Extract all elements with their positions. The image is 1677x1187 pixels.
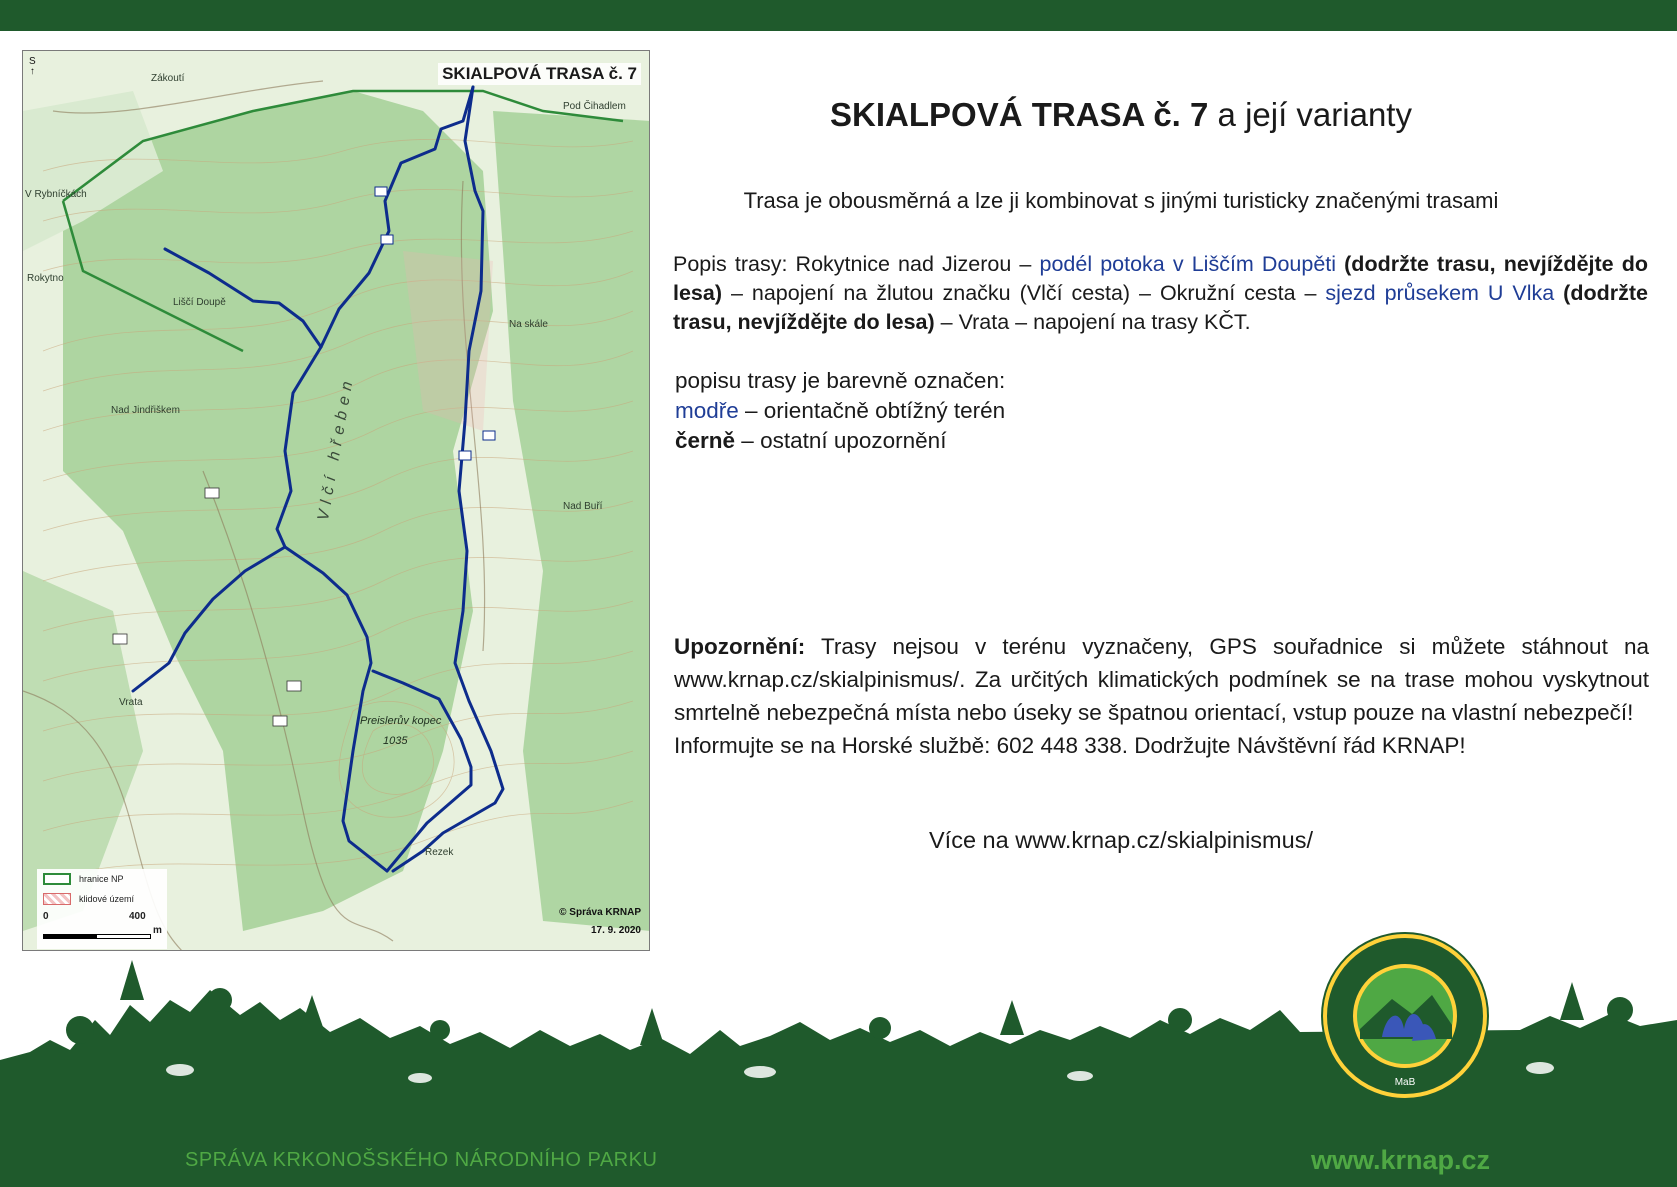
warning-contact: Informujte se na Horské službě: 602 448 338. Dodržujte Návštěvní řád KRNAP! [674,733,1466,758]
place-rezek: Řezek [425,847,454,858]
warning-text: Trasy nejsou v terénu vyznačeny, GPS souřadnice si můžete stáhnout na www.krnap.cz/skialpinismus/. Za určitých klimatických podmínek se na trase mohou vyskytnout smrtelně nebezpečná místa nebo úseky se špatnou orientací, vstup pouze na vlastní nebezpečí! [674,634,1649,725]
warning-block [674,630,1649,762]
scale-unit: m [153,925,162,936]
place-nad-buri: Nad Buří [563,501,603,512]
footer-organization: SPRÁVA KRKONOŠSKÉHO NÁRODNÍHO PARKU [185,1149,658,1171]
north-label: S [29,56,36,67]
footer-url[interactable]: www.krnap.cz [1311,1145,1491,1175]
place-preisleruv-kopec: Preislerův kopec [360,715,442,727]
desc-part-3: (dodržte trasu, nevjíždějte do lesa) [673,252,1648,305]
desc-part-2: podél potoka v Liščím Doupěti [1039,252,1337,276]
logo-sub-text: MaB [1394,1077,1416,1088]
place-pod-cihadlem: Pod Čihadlem [563,101,626,112]
place-nad-jindriskem: Nad Jindřiškem [111,405,180,416]
legend-blue-desc: – orientačně obtížný terén [738,398,1006,423]
map-credit: © Správa KRNAP [559,907,641,918]
place-lisci-doupe: Liščí Doupě [173,297,226,308]
krnap-logo-icon [1312,929,1498,1103]
subtitle: Trasa je obousměrná a lze ji kombinovat s jinými turisticky značenými trasami [743,188,1499,213]
scale-end: 400 [129,911,146,922]
map-graphic [23,51,650,951]
color-legend [675,366,1005,456]
legend-np [43,873,124,885]
legend-blue-line [675,396,1005,426]
legend-np-label: hranice NP [79,874,124,884]
warning-label: Upozornění: [674,634,806,659]
title-rest: a její varianty [1208,96,1412,133]
map-date: 17. 9. 2020 [590,925,641,936]
quiet-zone-swatch [43,893,71,905]
legend-quiet [43,893,134,905]
desc-part-4: – napojení na žlutou značku (Vlčí cesta) – Okružní cesta – [722,281,1326,305]
peak-height: 1035 [383,735,408,747]
legend-intro: popisu trasy je barevně označen: [675,368,1006,393]
legend-black-desc: – ostatní upozornění [735,428,947,453]
more-info-link[interactable]: Více na www.krnap.cz/skialpinismus/ [929,827,1313,853]
place-v-rybnickach: V Rybníčkách [25,189,87,200]
desc-part-5: sjezd průsekem U Vlka [1325,281,1555,305]
legend-black-word: černě [675,428,736,453]
map-legend [37,869,167,949]
np-border-swatch [43,873,71,885]
top-bar [0,0,1677,31]
legend-blue-word: modře [675,398,739,423]
place-vrata: Vrata [119,697,143,708]
map-title: SKIALPOVÁ TRASA č. 7 [438,63,641,85]
desc-part-6: (dodržte trasu, nevjíždějte do lesa) [673,281,1648,334]
legend-quiet-label: klidové území [79,894,135,904]
scale-bar [43,934,151,939]
page-title [676,96,1566,134]
scale-start: 0 [43,911,49,922]
desc-part-1: Popis trasy: Rokytnice nad Jizerou – [673,252,1040,276]
north-arrow-icon: S ↑ [29,56,36,77]
route-description [673,250,1648,337]
place-na-skale: Na skále [509,319,548,330]
place-vlci-hreben: Vlčí hřeben [315,374,358,522]
desc-part-7: – Vrata – napojení na trasy KČT. [934,310,1251,334]
place-zakouti: Zákoutí [151,73,185,84]
route-map [22,50,650,951]
legend-black-line [675,426,1005,456]
title-bold: SKIALPOVÁ TRASA č. 7 [830,96,1209,133]
place-rokytno: Rokytno [27,273,64,284]
